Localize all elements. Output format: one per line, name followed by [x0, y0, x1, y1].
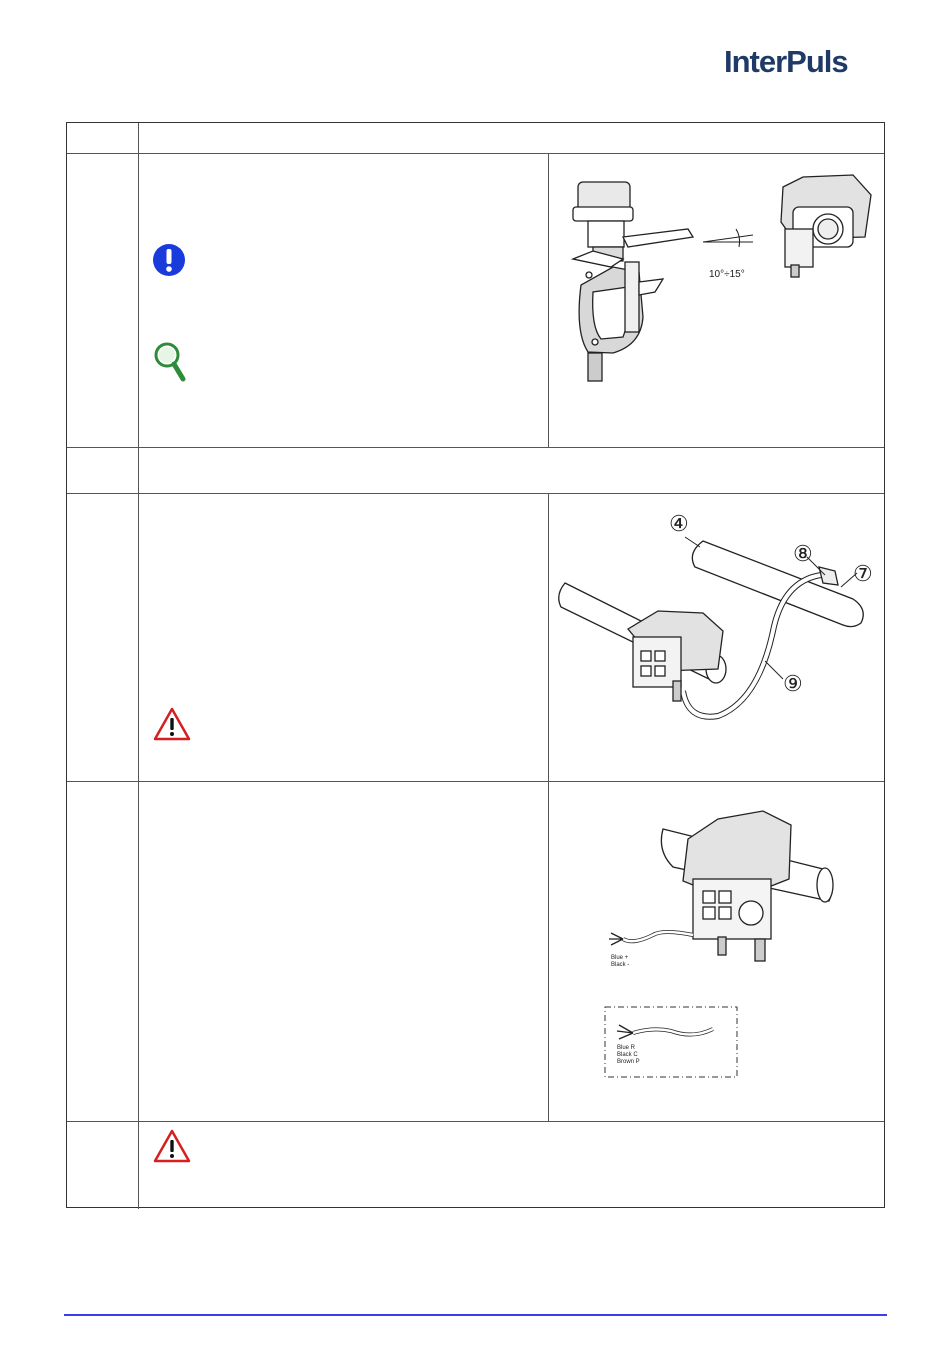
row-divider [67, 447, 884, 448]
pipe-mounting-illustration [553, 501, 878, 746]
wire-label-blue-r: Blue R [617, 1045, 636, 1051]
wire-label-black-c: Black C [617, 1052, 638, 1058]
claw-pulsator-angle-illustration [553, 167, 878, 392]
callout-9: ⑨ [783, 671, 803, 696]
instruction-table [66, 122, 885, 1208]
important-icon [151, 242, 187, 278]
wire-label-brown-p: Brown P [617, 1059, 640, 1065]
image-column-divider [548, 493, 549, 1121]
footer-rule [64, 1314, 887, 1316]
row-divider [67, 1121, 884, 1122]
callout-4: ④ [669, 511, 689, 536]
warning-icon [153, 1129, 191, 1163]
callout-7: ⑦ [853, 561, 873, 586]
tip-magnifier-icon [153, 341, 189, 385]
column-divider [138, 123, 139, 1209]
row-divider [67, 493, 884, 494]
image-column-divider [548, 153, 549, 447]
angle-label: 10°÷15° [709, 269, 745, 280]
callout-8: ⑧ [793, 541, 813, 566]
wire-label-black-minus: Black - [611, 962, 630, 968]
pulsator-wiring-illustration [553, 789, 878, 1089]
wire-label-blue-plus: Blue + [611, 955, 629, 961]
row-divider [67, 153, 884, 154]
warning-icon [153, 707, 191, 741]
wiring-inset-frame [605, 1007, 737, 1077]
interpuls-logo: InterPuls [724, 44, 848, 79]
row-divider [67, 781, 884, 782]
